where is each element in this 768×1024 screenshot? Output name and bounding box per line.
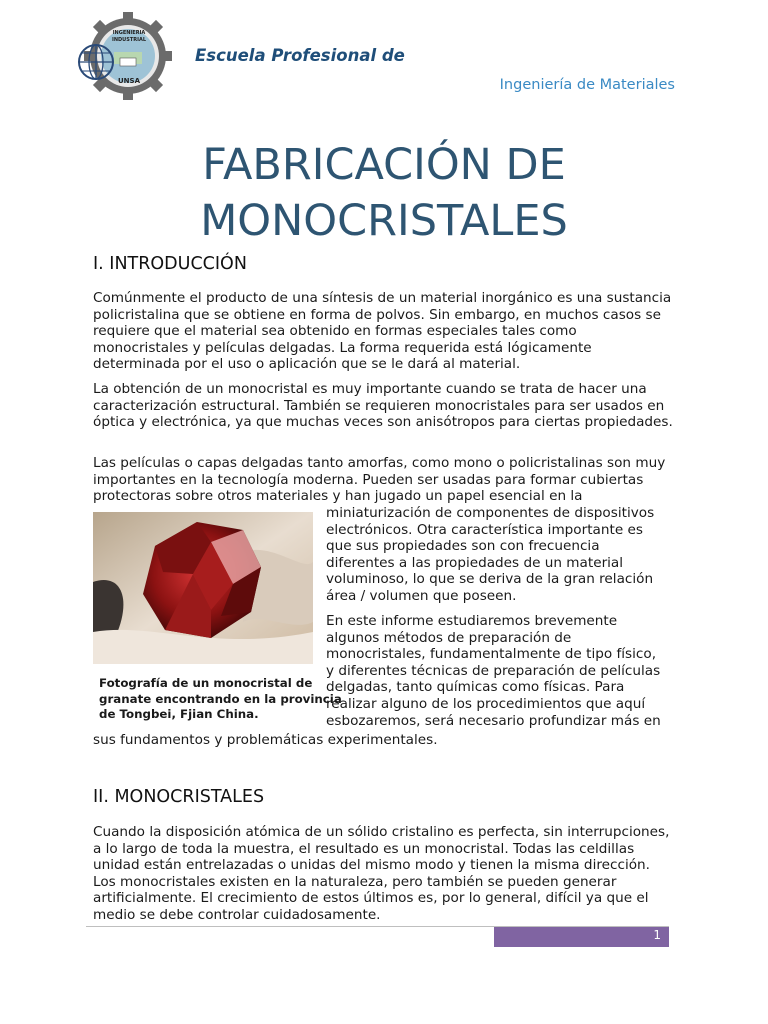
intro-paragraph-1-text: Comúnmente el producto de una síntesis de un material inorgánico es una sustancia policristalina que se obtiene en forma de polvos. Sin embargo, en muchos casos se requiere que el material sea obtenido en formas especiales tales como monocristales y películas delgadas. La forma requerida está lógicamente determinada por el uso o aplicación que se le dará al material. bbox=[93, 290, 672, 373]
caption-line: Fotografía de un monocristal de bbox=[99, 676, 313, 690]
caption-line: de Tongbei, Fjian China. bbox=[99, 707, 259, 722]
intro-paragraph-2-text: La obtención de un monocristal es muy importante cuando se trata de hacer una caracterización estructural. También se requieren monocristales para ser usados en óptica y electrónica, ya que muchas veces son anisótropos para ciertas propiedades. bbox=[93, 381, 673, 431]
caption-line: granate encontrando en la provincia bbox=[99, 691, 342, 706]
university-logo bbox=[76, 12, 176, 102]
text-line: área / volumen que poseen. bbox=[326, 587, 517, 604]
logo-text-3: UNSA bbox=[117, 77, 141, 85]
section1-heading: I. INTRODUCCIÓN bbox=[93, 254, 247, 274]
intro-paragraph-3 bbox=[93, 455, 676, 505]
text-line: que sus propiedades son con frecuencia bbox=[326, 538, 600, 555]
text-line: realizar alguno de los procedimientos que aquí bbox=[326, 695, 646, 712]
text-line: En este informe estudiaremos brevemente bbox=[326, 613, 618, 629]
text-line: y diferentes técnicas de preparación de películas bbox=[326, 662, 661, 679]
intro-paragraph-4-wrapped bbox=[326, 613, 676, 729]
gear-icon bbox=[84, 12, 172, 100]
globe-icon bbox=[79, 45, 113, 79]
text-line: miniaturización de componentes de dispositivos bbox=[326, 505, 655, 521]
monocrystal-paragraph-1 bbox=[93, 824, 676, 924]
intro-paragraph-1 bbox=[93, 290, 676, 373]
monocrystal-paragraph-1-text: Cuando la disposición atómica de un sólido cristalino es perfecta, sin interrupciones, a lo largo de toda la muestra, el resultado es un monocristal. Todas las celdillas unidad están entrelazadas o unidas del mismo modo y tienen la misma dirección. Los monocristales existen en la naturaleza, pero también se pueden generar artificialmente. El crecimiento de estos últimos es, por lo general, difícil ya que el medio se debe controlar cuidadosamente. bbox=[93, 824, 670, 923]
school-name-line1: Escuela Profesional de bbox=[195, 46, 405, 65]
title-line1: FABRICACIÓN DE bbox=[202, 139, 566, 190]
text-line: esbozaremos, será necesario profundizar más en bbox=[326, 712, 661, 729]
text-line: delgadas, tanto químicas como físicas. Para bbox=[326, 679, 625, 696]
section2-heading: II. MONOCRISTALES bbox=[93, 787, 265, 807]
school-name-line2: Ingeniería de Materiales bbox=[499, 77, 675, 93]
figure-caption bbox=[99, 676, 342, 723]
text-line: voluminoso, lo que se deriva de la gran relación bbox=[326, 571, 654, 588]
text-line: diferentes a las propiedades de un material bbox=[326, 554, 624, 571]
title-line2: MONOCRISTALES bbox=[200, 195, 568, 246]
text-line: algunos métodos de preparación de bbox=[326, 629, 572, 646]
intro-paragraph-4-last bbox=[93, 732, 676, 749]
text-line: sus fundamentos y problemáticas experimentales. bbox=[93, 732, 438, 748]
text-line: monocristales, fundamentalmente de tipo físico, bbox=[326, 646, 657, 663]
logo-text-2: INDUSTRIAL bbox=[111, 37, 147, 43]
intro-paragraph-3-text: Las películas o capas delgadas tanto amorfas, como mono o policristalinas son muy importantes en la tecnología moderna. Pueden ser usadas para formar cubiertas protectoras sobre otros materiales y han jugado un papel esencial en la bbox=[93, 455, 666, 505]
document-title bbox=[80, 137, 688, 249]
text-line: electrónicos. Otra característica importante es bbox=[326, 521, 643, 538]
intro-paragraph-3-wrapped bbox=[326, 505, 676, 605]
garnet-figure bbox=[93, 512, 342, 724]
page-number: 1 bbox=[653, 928, 661, 942]
footer-page-bar bbox=[494, 927, 669, 947]
garnet-photo bbox=[93, 512, 313, 664]
logo-text-1: INGENIERIA bbox=[112, 30, 146, 36]
intro-paragraph-2 bbox=[93, 381, 676, 431]
